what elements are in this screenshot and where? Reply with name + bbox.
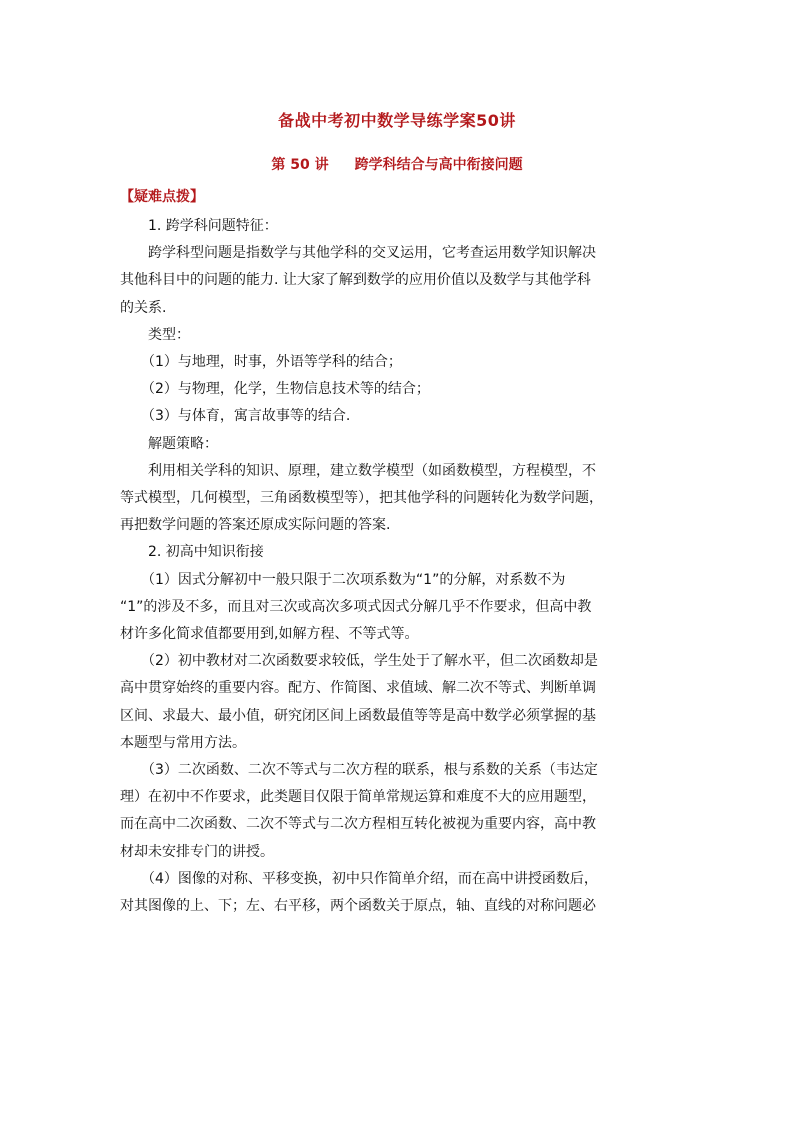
lecture-name: 跨学科结合与高中衔接问题 — [354, 157, 523, 173]
text-line: （1）因式分解初中一般只限于二次项系数为“1”的分解，对系数不为 — [120, 571, 566, 588]
text-line: （3）二次函数、二次不等式与二次方程的联系，根与系数的关系（韦达定 — [120, 762, 598, 779]
text-line: （1）与地理，时事，外语等学科的结合； — [120, 354, 402, 371]
text-line: （4）图像的对称、平移变换，初中只作简单介绍，而在高中讲授函数后， — [120, 870, 598, 887]
text-line: 解题策略： — [120, 435, 218, 452]
text-line: 其他科目中的问题的能力. 让大家了解到数学的应用价值以及数学与其他学科 — [120, 272, 591, 289]
text-line: 区间、求最大、最小值，研究闭区间上函数最值等等是高中数学必须掌握的基 — [120, 707, 596, 724]
text-line: 高中贯穿始终的重要内容。配方、作简图、求值域、解二次不等式、判断单调 — [120, 680, 596, 697]
text-line: 本题型与常用方法。 — [120, 734, 246, 751]
text-line: 2. 初高中知识衔接 — [120, 544, 264, 561]
text-line: （2）初中教材对二次函数要求较低，学生处于了解水平，但二次函数却是 — [120, 653, 598, 670]
text-line: 类型： — [120, 326, 190, 343]
text-line: 利用相关学科的知识、原理，建立数学模型（如函数模型，方程模型，不 — [120, 462, 596, 479]
lecture-number: 第 50 讲 — [271, 157, 329, 173]
text-line: 对其图像的上、下；左、右平移，两个函数关于原点，轴、直线的对称问题必 — [120, 898, 596, 915]
text-line: 材许多化简求值都要用到,如解方程、不等式等。 — [120, 626, 419, 643]
text-line: 再把数学问题的答案还原成实际问题的答案. — [120, 517, 391, 534]
section-label: 【疑难点拨】 — [120, 189, 204, 205]
text-line: 而在高中二次函数、二次不等式与二次方程相互转化被视为重要内容，高中教 — [120, 816, 596, 833]
body-text — [120, 213, 610, 920]
text-line: 等式模型，几何模型，三角函数模型等），把其他学科的问题转化为数学问题， — [120, 490, 603, 507]
text-line: 材却未安排专门的讲授。 — [120, 843, 274, 860]
text-line: “1”的涉及不多，而且对三次或高次多项式因式分解几乎不作要求，但高中教 — [120, 598, 592, 615]
text-line: （2）与物理，化学，生物信息技术等的结合； — [120, 381, 430, 398]
text-line: 跨学科型问题是指数学与其他学科的交叉运用，它考查运用数学知识解决 — [120, 245, 596, 262]
text-line: 1. 跨学科问题特征： — [120, 218, 278, 234]
document-title: 备战中考初中数学导练学案50讲 — [278, 111, 516, 130]
text-line: 的关系. — [120, 299, 167, 316]
text-line: 理）在初中不作要求，此类题目仅限于简单常规运算和难度不大的应用题型， — [120, 789, 596, 806]
text-line: （3）与体育，寓言故事等的结合. — [120, 408, 351, 425]
lecture-title — [0, 154, 794, 174]
